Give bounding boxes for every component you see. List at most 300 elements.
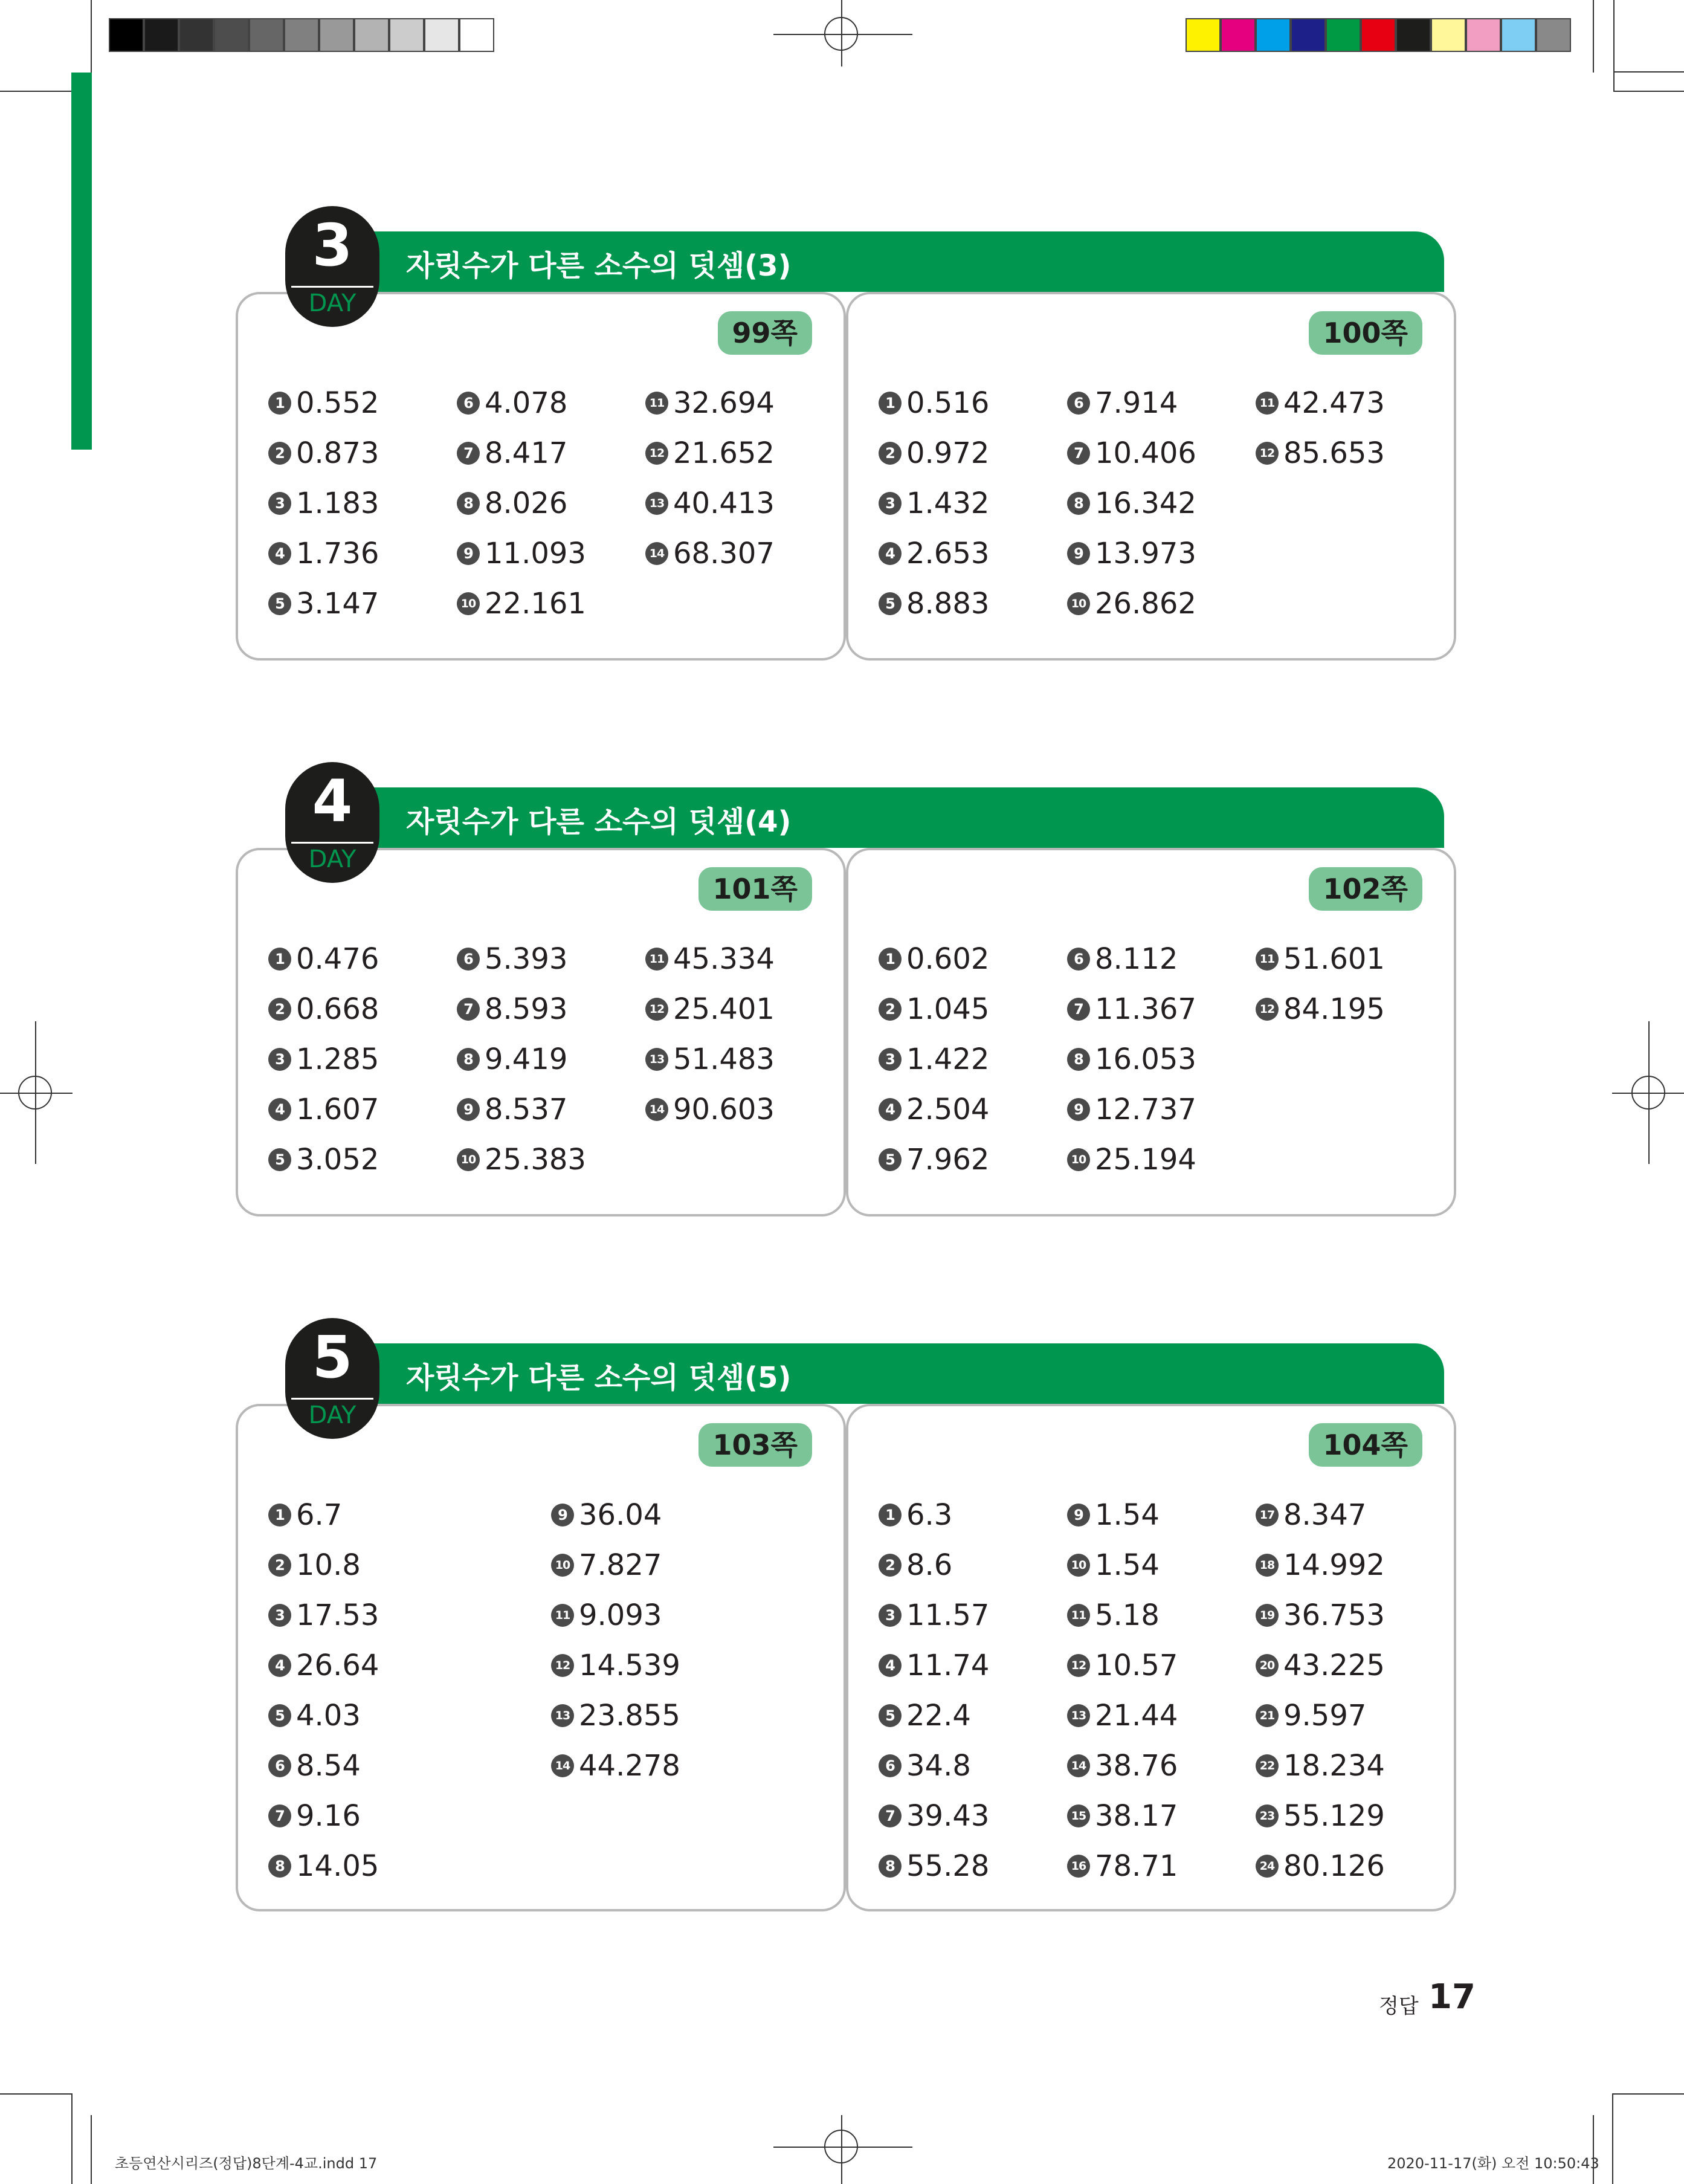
answer-item xyxy=(1067,1041,1196,1077)
question-number-badge: 3 xyxy=(879,492,902,515)
answer-value: 17.53 xyxy=(296,1598,379,1632)
answer-item xyxy=(1067,485,1196,522)
answer-value: 0.972 xyxy=(906,436,990,470)
crop-mark xyxy=(1613,2093,1684,2095)
question-number-badge: 12 xyxy=(1256,442,1279,465)
day-divider xyxy=(291,286,373,288)
color-swatch xyxy=(319,18,354,52)
question-number-badge: 2 xyxy=(268,442,291,465)
answer-item xyxy=(457,535,586,572)
question-number-badge: 11 xyxy=(645,392,668,415)
answer-value: 5.18 xyxy=(1095,1598,1160,1632)
question-number-badge: 4 xyxy=(879,542,902,565)
answer-item xyxy=(551,1698,680,1734)
answer-value: 8.593 xyxy=(485,992,568,1026)
answer-item xyxy=(1256,1597,1385,1633)
answer-item xyxy=(268,385,379,421)
answer-item xyxy=(1067,1091,1196,1128)
answer-value: 7.827 xyxy=(579,1548,662,1582)
question-number-badge: 9 xyxy=(457,1098,480,1121)
answer-item xyxy=(457,385,567,421)
answer-value: 14.992 xyxy=(1283,1548,1385,1582)
answer-item xyxy=(1256,941,1385,977)
answer-panel-left xyxy=(236,292,846,661)
question-number-badge: 12 xyxy=(551,1654,574,1677)
answer-value: 0.668 xyxy=(296,992,379,1026)
question-number-badge: 9 xyxy=(1067,1504,1090,1527)
answer-item xyxy=(879,586,989,622)
answer-item xyxy=(268,535,379,572)
question-number-badge: 4 xyxy=(879,1098,902,1121)
answer-value: 16.053 xyxy=(1095,1042,1196,1076)
answer-value: 0.873 xyxy=(296,436,379,470)
question-number-badge: 6 xyxy=(879,1754,902,1777)
registration-line xyxy=(841,0,842,66)
question-number-badge: 5 xyxy=(268,592,291,615)
answer-value: 0.476 xyxy=(296,942,379,976)
question-number-badge: 6 xyxy=(268,1754,291,1777)
question-number-badge: 10 xyxy=(457,592,480,615)
crop-mark xyxy=(1613,0,1615,91)
answer-item xyxy=(879,1142,989,1178)
registration-line xyxy=(0,1093,73,1094)
day-section xyxy=(236,767,1462,1247)
answer-value: 25.194 xyxy=(1095,1143,1196,1177)
answer-value: 1.045 xyxy=(906,992,990,1026)
answer-item xyxy=(879,991,989,1027)
answer-item xyxy=(1067,1848,1178,1884)
question-number-badge: 14 xyxy=(645,542,668,565)
question-number-badge: 1 xyxy=(268,948,291,971)
answer-item xyxy=(879,535,989,572)
color-swatch xyxy=(354,18,389,52)
answer-value: 8.883 xyxy=(906,587,990,621)
answer-value: 10.8 xyxy=(296,1548,361,1582)
question-number-badge: 10 xyxy=(1067,1148,1090,1171)
answer-panel-right xyxy=(846,1404,1456,1911)
color-swatch xyxy=(1396,18,1431,52)
question-number-badge: 14 xyxy=(551,1754,574,1777)
question-number-badge: 5 xyxy=(879,1148,902,1171)
question-number-badge: 9 xyxy=(1067,1098,1090,1121)
question-number-badge: 11 xyxy=(1256,392,1279,415)
color-swatch xyxy=(1361,18,1396,52)
day-section xyxy=(236,212,1462,691)
question-number-badge: 6 xyxy=(457,392,480,415)
registration-line xyxy=(773,2147,912,2148)
day-number: 4 xyxy=(312,767,353,835)
day-badge xyxy=(285,762,379,883)
color-swatch xyxy=(1291,18,1326,52)
question-number-badge: 4 xyxy=(268,1654,291,1677)
question-number-badge: 12 xyxy=(645,998,668,1021)
answer-value: 16.342 xyxy=(1095,486,1196,520)
answer-panel-right xyxy=(846,848,1456,1216)
answer-item xyxy=(1256,385,1385,421)
color-swatch xyxy=(1221,18,1256,52)
answer-value: 90.603 xyxy=(673,1093,775,1126)
answer-item xyxy=(645,535,775,572)
registration-line xyxy=(841,2115,842,2184)
day-section xyxy=(236,1323,1462,1883)
question-number-badge: 2 xyxy=(268,1554,291,1577)
color-swatch xyxy=(109,18,144,52)
question-number-badge: 12 xyxy=(645,442,668,465)
question-number-badge: 10 xyxy=(1067,592,1090,615)
answer-value: 1.285 xyxy=(296,1042,379,1076)
question-number-badge: 14 xyxy=(645,1098,668,1121)
answer-value: 80.126 xyxy=(1283,1849,1385,1883)
color-swatch xyxy=(179,18,214,52)
crop-mark xyxy=(1612,2093,1613,2184)
question-number-badge: 12 xyxy=(1067,1654,1090,1677)
answer-item xyxy=(551,1748,680,1784)
color-swatch xyxy=(284,18,319,52)
question-number-badge: 1 xyxy=(879,1504,902,1527)
answer-value: 0.516 xyxy=(906,386,990,420)
page-reference-tag: 102쪽 xyxy=(1309,867,1422,911)
answer-panel-left xyxy=(236,1404,846,1911)
answer-item xyxy=(268,1798,361,1834)
question-number-badge: 7 xyxy=(1067,442,1090,465)
answer-item xyxy=(457,586,586,622)
question-number-badge: 6 xyxy=(1067,392,1090,415)
crop-mark xyxy=(1613,71,1684,73)
answer-value: 9.597 xyxy=(1283,1699,1367,1733)
answer-value: 12.737 xyxy=(1095,1093,1196,1126)
answer-item xyxy=(1067,991,1196,1027)
answer-value: 1.736 xyxy=(296,537,379,570)
answer-value: 1.422 xyxy=(906,1042,990,1076)
answer-item xyxy=(1256,1798,1385,1834)
day-label: DAY xyxy=(308,845,356,873)
question-number-badge: 7 xyxy=(1067,998,1090,1021)
question-number-badge: 10 xyxy=(457,1148,480,1171)
answer-item xyxy=(1067,1497,1160,1533)
question-number-badge: 7 xyxy=(879,1804,902,1827)
answer-value: 68.307 xyxy=(673,537,775,570)
answer-value: 36.753 xyxy=(1283,1598,1385,1632)
question-number-badge: 19 xyxy=(1256,1604,1279,1627)
answer-item xyxy=(879,1848,989,1884)
question-number-badge: 5 xyxy=(879,1704,902,1727)
crop-mark xyxy=(91,2115,92,2184)
question-number-badge: 14 xyxy=(1067,1754,1090,1777)
answer-value: 1.607 xyxy=(296,1093,379,1126)
answer-value: 6.3 xyxy=(906,1498,953,1532)
answer-value: 32.694 xyxy=(673,386,775,420)
answer-item xyxy=(645,385,775,421)
answer-value: 7.914 xyxy=(1095,386,1178,420)
answer-value: 11.74 xyxy=(906,1649,990,1682)
answer-item xyxy=(268,1698,361,1734)
question-number-badge: 1 xyxy=(268,1504,291,1527)
answer-item xyxy=(1067,1597,1160,1633)
question-number-badge: 24 xyxy=(1256,1855,1279,1878)
question-number-badge: 4 xyxy=(268,1098,291,1121)
answer-item xyxy=(879,1091,989,1128)
answer-value: 2.653 xyxy=(906,537,990,570)
answer-value: 11.093 xyxy=(485,537,586,570)
answer-value: 51.601 xyxy=(1283,942,1385,976)
answer-value: 8.6 xyxy=(906,1548,953,1582)
question-number-badge: 8 xyxy=(268,1855,291,1878)
question-number-badge: 13 xyxy=(551,1704,574,1727)
answer-item xyxy=(1256,991,1385,1027)
answer-value: 3.052 xyxy=(296,1143,379,1177)
answer-value: 26.64 xyxy=(296,1649,379,1682)
answer-value: 7.962 xyxy=(906,1143,990,1177)
color-swatch xyxy=(214,18,249,52)
answer-item xyxy=(879,1041,989,1077)
question-number-badge: 7 xyxy=(457,998,480,1021)
answer-item xyxy=(268,485,379,522)
answer-item xyxy=(1067,1647,1178,1684)
question-number-badge: 4 xyxy=(268,542,291,565)
question-number-badge: 3 xyxy=(268,1604,291,1627)
answer-item xyxy=(879,1647,989,1684)
answer-item xyxy=(268,1497,342,1533)
answer-value: 5.393 xyxy=(485,942,568,976)
answer-item xyxy=(1256,1497,1366,1533)
question-number-badge: 7 xyxy=(268,1804,291,1827)
question-number-badge: 8 xyxy=(457,492,480,515)
answer-value: 9.16 xyxy=(296,1799,361,1833)
crop-mark xyxy=(1593,2115,1594,2184)
question-number-badge: 5 xyxy=(268,1704,291,1727)
answer-item xyxy=(268,1091,379,1128)
answer-value: 22.4 xyxy=(906,1699,971,1733)
answer-value: 11.57 xyxy=(906,1598,990,1632)
crop-mark xyxy=(0,2093,73,2095)
answer-item xyxy=(457,435,567,471)
answer-value: 38.17 xyxy=(1095,1799,1178,1833)
answer-item xyxy=(268,1848,379,1884)
answer-item xyxy=(879,1798,989,1834)
answer-panel-right xyxy=(846,292,1456,661)
gray-swatch-bar xyxy=(109,18,494,52)
crop-mark xyxy=(0,91,73,92)
question-number-badge: 18 xyxy=(1256,1554,1279,1577)
answer-value: 84.195 xyxy=(1283,992,1385,1026)
answer-item xyxy=(457,1142,586,1178)
answer-item xyxy=(1256,1748,1385,1784)
question-number-badge: 4 xyxy=(879,1654,902,1677)
answer-item xyxy=(645,485,775,522)
crop-mark xyxy=(1593,0,1594,73)
page-label: 정답 xyxy=(1379,1994,1419,2018)
page-reference-tag: 103쪽 xyxy=(698,1423,812,1467)
day-number: 3 xyxy=(312,212,353,279)
question-number-badge: 6 xyxy=(457,948,480,971)
question-number-badge: 8 xyxy=(1067,492,1090,515)
question-number-badge: 22 xyxy=(1256,1754,1279,1777)
answer-value: 1.54 xyxy=(1095,1548,1160,1582)
question-number-badge: 13 xyxy=(645,492,668,515)
answer-value: 3.147 xyxy=(296,587,379,621)
color-swatch xyxy=(144,18,179,52)
section-title: 자릿수가 다른 소수의 덧셈(3) xyxy=(406,249,792,283)
answer-value: 4.03 xyxy=(296,1699,361,1733)
answer-item xyxy=(1067,1142,1196,1178)
question-number-badge: 10 xyxy=(1067,1554,1090,1577)
day-badge xyxy=(285,1318,379,1439)
question-number-badge: 8 xyxy=(879,1855,902,1878)
answer-value: 8.347 xyxy=(1283,1498,1367,1532)
question-number-badge: 3 xyxy=(268,492,291,515)
timestamp-footer: 2020-11-17(화) 오전 10:50:43 xyxy=(1387,2155,1599,2172)
answer-item xyxy=(551,1547,662,1583)
answer-value: 1.183 xyxy=(296,486,379,520)
answer-value: 8.112 xyxy=(1095,942,1178,976)
answer-value: 85.653 xyxy=(1283,436,1385,470)
question-number-badge: 2 xyxy=(879,442,902,465)
answer-item xyxy=(879,941,989,977)
question-number-badge: 9 xyxy=(551,1504,574,1527)
answer-value: 11.367 xyxy=(1095,992,1196,1026)
answer-value: 23.855 xyxy=(579,1699,680,1733)
question-number-badge: 10 xyxy=(551,1554,574,1577)
color-swatch xyxy=(1536,18,1571,52)
color-swatch xyxy=(1186,18,1221,52)
file-footer: 초등연산시리즈(정답)8단계-4교.indd 17 xyxy=(115,2155,378,2172)
color-swatch xyxy=(1466,18,1501,52)
answer-value: 42.473 xyxy=(1283,386,1385,420)
question-number-badge: 5 xyxy=(268,1148,291,1171)
answer-value: 40.413 xyxy=(673,486,775,520)
answer-item xyxy=(879,485,989,522)
question-number-badge: 8 xyxy=(1067,1048,1090,1071)
color-swatch xyxy=(424,18,459,52)
section-title: 자릿수가 다른 소수의 덧셈(4) xyxy=(406,805,792,839)
answer-item xyxy=(268,941,379,977)
answer-item xyxy=(457,485,567,522)
question-number-badge: 23 xyxy=(1256,1804,1279,1827)
answer-item xyxy=(1256,1547,1385,1583)
answer-value: 55.28 xyxy=(906,1849,990,1883)
answer-item xyxy=(268,1647,379,1684)
answer-value: 9.093 xyxy=(579,1598,662,1632)
color-swatch xyxy=(389,18,424,52)
answer-value: 0.552 xyxy=(296,386,379,420)
registration-line xyxy=(773,34,912,35)
question-number-badge: 11 xyxy=(1067,1604,1090,1627)
answer-value: 25.383 xyxy=(485,1143,586,1177)
question-number-badge: 21 xyxy=(1256,1704,1279,1727)
answer-item xyxy=(268,1142,379,1178)
answer-item xyxy=(1256,435,1385,471)
question-number-badge: 16 xyxy=(1067,1855,1090,1878)
answer-item xyxy=(879,435,989,471)
answer-value: 38.76 xyxy=(1095,1749,1178,1783)
day-badge xyxy=(285,206,379,327)
answer-item xyxy=(268,991,379,1027)
crop-mark xyxy=(71,2093,73,2184)
answer-item xyxy=(268,1547,361,1583)
section-title: 자릿수가 다른 소수의 덧셈(5) xyxy=(406,1361,792,1395)
answer-value: 14.539 xyxy=(579,1649,680,1682)
answer-value: 18.234 xyxy=(1283,1749,1385,1783)
color-swatch-bar xyxy=(1186,18,1571,52)
answer-item xyxy=(1067,1698,1178,1734)
answer-item xyxy=(1067,941,1178,977)
day-label: DAY xyxy=(308,1401,356,1429)
answer-item xyxy=(551,1647,680,1684)
answer-value: 6.7 xyxy=(296,1498,343,1532)
answer-item xyxy=(1067,1547,1160,1583)
question-number-badge: 1 xyxy=(879,948,902,971)
page-reference-tag: 99쪽 xyxy=(718,311,812,355)
answer-item xyxy=(1067,435,1196,471)
answer-value: 1.432 xyxy=(906,486,990,520)
answer-value: 10.406 xyxy=(1095,436,1196,470)
answer-item xyxy=(457,991,567,1027)
answer-value: 9.419 xyxy=(485,1042,568,1076)
answer-item xyxy=(1067,1798,1178,1834)
answer-value: 39.43 xyxy=(906,1799,990,1833)
answer-value: 2.504 xyxy=(906,1093,990,1126)
day-divider xyxy=(291,1398,373,1400)
answer-item xyxy=(551,1497,662,1533)
color-swatch xyxy=(1501,18,1536,52)
question-number-badge: 13 xyxy=(645,1048,668,1071)
answer-item xyxy=(645,435,775,471)
question-number-badge: 11 xyxy=(1256,948,1279,971)
question-number-badge: 6 xyxy=(1067,948,1090,971)
question-number-badge: 2 xyxy=(879,998,902,1021)
answer-value: 8.537 xyxy=(485,1093,568,1126)
question-number-badge: 17 xyxy=(1256,1504,1279,1527)
question-number-badge: 1 xyxy=(879,392,902,415)
answer-item xyxy=(1067,1748,1178,1784)
question-number-badge: 11 xyxy=(551,1604,574,1627)
page-reference-tag: 104쪽 xyxy=(1309,1423,1422,1467)
day-label: DAY xyxy=(308,289,356,317)
day-divider xyxy=(291,842,373,844)
answer-item xyxy=(1256,1698,1366,1734)
answer-item xyxy=(268,435,379,471)
answer-item xyxy=(1067,535,1196,572)
answer-item xyxy=(879,1547,952,1583)
answer-item xyxy=(457,1041,567,1077)
answer-item xyxy=(1067,586,1196,622)
question-number-badge: 3 xyxy=(268,1048,291,1071)
question-number-badge: 7 xyxy=(457,442,480,465)
answer-item xyxy=(551,1597,662,1633)
answer-value: 22.161 xyxy=(485,587,586,621)
answer-value: 34.8 xyxy=(906,1749,971,1783)
answer-value: 1.54 xyxy=(1095,1498,1160,1532)
answer-value: 10.57 xyxy=(1095,1649,1178,1682)
answer-item xyxy=(879,1748,971,1784)
color-swatch xyxy=(1431,18,1466,52)
registration-line xyxy=(35,1021,36,1164)
answer-value: 8.026 xyxy=(485,486,568,520)
answer-item xyxy=(1256,1647,1385,1684)
question-number-badge: 12 xyxy=(1256,998,1279,1021)
question-number-badge: 5 xyxy=(879,592,902,615)
answer-item xyxy=(1256,1848,1385,1884)
page-number: 17 xyxy=(1428,1977,1476,2017)
answer-item xyxy=(1067,385,1178,421)
answer-item xyxy=(457,1091,567,1128)
answer-value: 8.54 xyxy=(296,1749,361,1783)
crop-mark xyxy=(1613,91,1684,92)
question-number-badge: 20 xyxy=(1256,1654,1279,1677)
color-swatch xyxy=(1256,18,1291,52)
answer-value: 43.225 xyxy=(1283,1649,1385,1682)
side-accent-strip xyxy=(71,73,92,450)
